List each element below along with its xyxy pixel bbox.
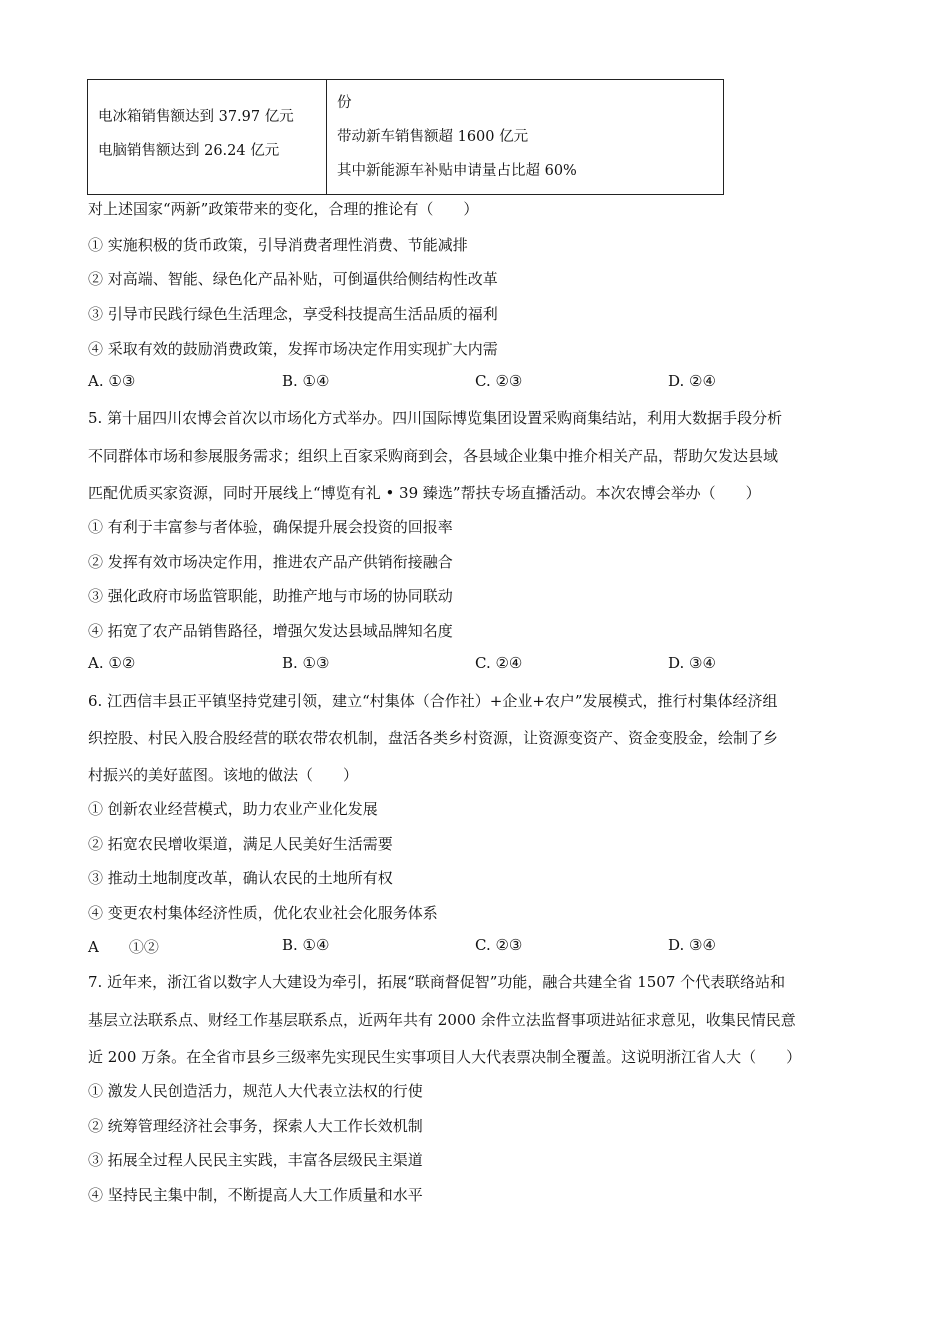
question-7-stem-line: 7. 近年来，浙江省以数字人大建设为牵引，拓展“联商督促智”功能，融合共建全省 1507 个代表联络站和 xyxy=(88,973,786,991)
option-a: A ①② xyxy=(88,938,159,956)
statement-item: ③ 推动土地制度改革，确认农民的土地所有权 xyxy=(88,869,393,887)
option-a: A. ①② xyxy=(88,654,136,672)
statement-item: ② 对高端、智能、绿色化产品补贴，可倒逼供给侧结构性改革 xyxy=(88,270,498,288)
table-text: 带动新车销售额超 1600 亿元 xyxy=(337,129,529,145)
table-row xyxy=(88,80,724,195)
option-a: A. ①③ xyxy=(88,372,136,390)
table-text: 其中新能源车补贴申请量占比超 60% xyxy=(337,163,577,179)
statement-item: ③ 拓展全过程人民民主实践，丰富各层级民主渠道 xyxy=(88,1151,423,1169)
option-c: C. ②③ xyxy=(475,372,523,390)
statement-item: ① 激发人民创造活力，规范人大代表立法权的行使 xyxy=(88,1082,423,1100)
statement-item: ① 有利于丰富参与者体验，确保提升展会投资的回报率 xyxy=(88,518,453,536)
question-5-stem-line: 不同群体市场和参展服务需求；组织上百家采购商到会，各县域企业集中推介相关产品，帮助欠发达县域 xyxy=(88,447,779,465)
table-text: 份 xyxy=(337,95,352,111)
option-d: D. ②④ xyxy=(668,372,716,390)
statement-item: ③ 强化政府市场监管职能，助推产地与市场的协同联动 xyxy=(88,587,453,605)
statement-item: ① 实施积极的货币政策，引导消费者理性消费、节能减排 xyxy=(88,236,468,254)
table-cell-right xyxy=(327,80,724,195)
statement-item: ② 拓宽农民增收渠道，满足人民美好生活需要 xyxy=(88,835,393,853)
table-text: 电脑销售额达到 26.24 亿元 xyxy=(98,143,280,159)
statement-item: ③ 引导市民践行绿色生活理念，享受科技提高生活品质的福利 xyxy=(88,305,498,323)
statement-item: ④ 拓宽了农产品销售路径，增强欠发达县域品牌知名度 xyxy=(88,622,453,640)
statement-item: ② 统筹管理经济社会事务，探索人大工作长效机制 xyxy=(88,1117,423,1135)
option-b: B. ①③ xyxy=(282,654,330,672)
option-c: C. ②④ xyxy=(475,654,523,672)
option-b: B. ①④ xyxy=(282,936,330,954)
statement-item: ④ 变更农村集体经济性质，优化农业社会化服务体系 xyxy=(88,904,438,922)
statement-item: ② 发挥有效市场决定作用，推进农产品产供销衔接融合 xyxy=(88,553,453,571)
question-6-stem-line: 村振兴的美好蓝图。该地的做法（ ） xyxy=(88,766,359,784)
question-4-stem: 对上述国家“两新”政策带来的变化，合理的推论有（ ） xyxy=(88,200,479,218)
question-5-stem-line: 5. 第十届四川农博会首次以市场化方式举办。四川国际博览集团设置采购商集结站，利用大数据手段分析 xyxy=(88,409,783,427)
statement-item: ④ 采取有效的鼓励消费政策，发挥市场决定作用实现扩大内需 xyxy=(88,340,498,358)
data-table xyxy=(87,79,724,195)
option-d: D. ③④ xyxy=(668,936,716,954)
question-6-stem-line: 6. 江西信丰县正平镇坚持党建引领，建立“村集体（合作社）+企业+农户”发展模式，推行村集体经济组 xyxy=(88,692,778,710)
question-7-stem-line: 基层立法联系点、财经工作基层联系点，近两年共有 2000 余件立法监督事项进站征求意见，收集民情民意 xyxy=(88,1011,796,1029)
option-c: C. ②③ xyxy=(475,936,523,954)
statement-item: ① 创新农业经营模式，助力农业产业化发展 xyxy=(88,800,378,818)
question-7-stem-line: 近 200 万条。在全省市县乡三级率先实现民生实事项目人大代表票决制全覆盖。这说明浙江省人大（ ） xyxy=(88,1048,802,1066)
statement-item: ④ 坚持民主集中制，不断提高人大工作质量和水平 xyxy=(88,1186,423,1204)
option-b: B. ①④ xyxy=(282,372,330,390)
table-text: 电冰箱销售额达到 37.97 亿元 xyxy=(98,109,294,125)
option-d: D. ③④ xyxy=(668,654,716,672)
question-5-stem-line: 匹配优质买家资源，同时开展线上“博览有礼 • 39 臻选”帮扶专场直播活动。本次农博会举办（ ） xyxy=(88,484,761,502)
table-cell-left xyxy=(88,80,327,195)
question-6-stem-line: 织控股、村民入股合股经营的联农带农机制，盘活各类乡村资源，让资源变资产、资金变股金，绘制了乡 xyxy=(88,729,779,747)
